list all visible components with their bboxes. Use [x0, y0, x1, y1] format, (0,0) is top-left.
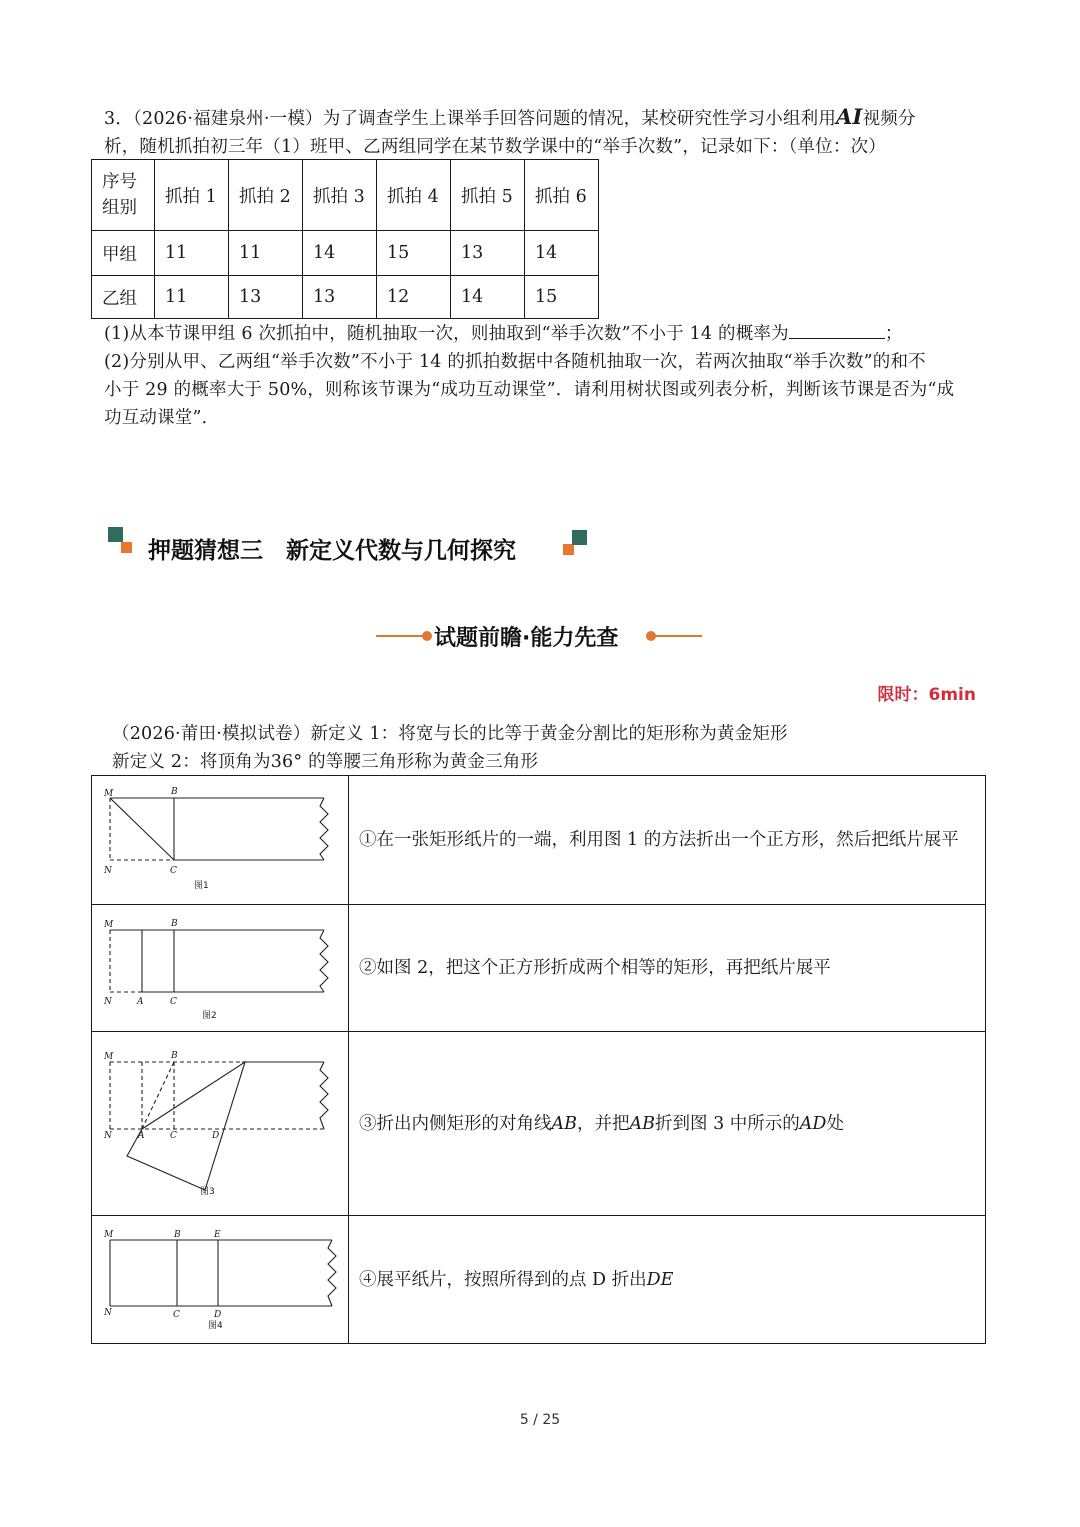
- table-cell: 11: [155, 276, 229, 319]
- figure-caption: 图4: [208, 1321, 223, 1331]
- point-label: M: [104, 1230, 114, 1240]
- step-1-text: ①在一张矩形纸片的一端，利用图 1 的方法折出一个正方形，然后把纸片展平: [349, 776, 986, 905]
- question-3-line-1: 3．（2026·福建泉州·一模）为了调查学生上课举手回答问题的情况，某校研究性学习小组利用AI视频分: [104, 104, 916, 129]
- table-cell: 13: [229, 276, 303, 319]
- point-label: B: [171, 919, 178, 929]
- preview-banner: [376, 618, 702, 654]
- question-3-parts: [104, 320, 984, 432]
- banner-dot-icon: [422, 631, 432, 641]
- step-4-text: ④展平纸片，按照所得到的点 D 折出DE: [349, 1216, 986, 1344]
- point-label: M: [104, 789, 114, 799]
- step-row: [92, 776, 986, 905]
- step-row: [92, 905, 986, 1032]
- figure-caption: 图3: [200, 1187, 215, 1197]
- step-3-text: ③折出内侧矩形的对角线AB，并把AB折到图 3 中所示的AD处: [349, 1032, 986, 1216]
- point-label: N: [104, 1131, 112, 1141]
- figure-3-cell: [92, 1032, 349, 1216]
- table-cell: 15: [525, 276, 599, 319]
- point-label: A: [137, 997, 144, 1007]
- table-cell: 14: [525, 231, 599, 276]
- figure-1-cell: [92, 776, 349, 905]
- column-header: 抓拍 5: [451, 160, 525, 231]
- time-limit: 限时：6min: [877, 685, 976, 705]
- column-header: 抓拍 2: [229, 160, 303, 231]
- point-label: C: [173, 1310, 180, 1320]
- figure-caption: 图2: [202, 1011, 217, 1021]
- row-header: 甲组: [92, 231, 155, 276]
- point-label: B: [171, 1051, 178, 1061]
- column-header: 抓拍 1: [155, 160, 229, 231]
- table-cell: 13: [451, 231, 525, 276]
- figure-1-diagram: [92, 776, 348, 904]
- column-header: 抓拍 4: [377, 160, 451, 231]
- part-2-line-1: (2)分别从甲、乙两组“举手次数”不小于 14 的抓拍数据中各随机抽取一次，若两次抽取“举手次数”的和不: [104, 352, 926, 372]
- banner-line: [652, 635, 702, 637]
- point-label: M: [104, 920, 114, 930]
- table-row: [92, 276, 599, 319]
- table-cell: 12: [377, 276, 451, 319]
- definitions-intro: [112, 720, 992, 776]
- table-corner-header: 序号 组别: [92, 160, 155, 231]
- table-cell: 15: [377, 231, 451, 276]
- folding-steps-table: [91, 775, 986, 1344]
- figure-4-cell: [92, 1216, 349, 1344]
- table-cell: 13: [303, 276, 377, 319]
- point-label: D: [214, 1310, 222, 1320]
- banner-line: [376, 635, 426, 637]
- hand-raise-table: [91, 159, 599, 319]
- figure-4-diagram: [92, 1216, 348, 1343]
- row-header: 乙组: [92, 276, 155, 319]
- column-header: 抓拍 6: [525, 160, 599, 231]
- section-title: 押题猜想三 新定义代数与几何探究: [148, 538, 516, 564]
- page-number: 5 / 25: [519, 1412, 561, 1428]
- figure-3-diagram: [92, 1032, 348, 1215]
- definition-1: （2026·莆田·模拟试卷）新定义 1：将宽与长的比等于黄金分割比的矩形称为黄金矩形: [112, 724, 788, 744]
- figure-2-diagram: [92, 905, 348, 1031]
- decor-square-icon: [121, 542, 132, 553]
- part-2-line-3: 功互动课堂”．: [104, 408, 220, 428]
- table-row: [92, 231, 599, 276]
- decor-square-icon: [108, 527, 123, 542]
- part-2-line-2: 小于 29 的概率大于 50%，则称该节课为“成功互动课堂”．请利用树状图或列表分析，判断该节课是否为“成: [104, 380, 955, 400]
- question-3-text: [104, 103, 984, 161]
- step-2-text: ②如图 2，把这个正方形折成两个相等的矩形，再把纸片展平: [349, 905, 986, 1032]
- point-label: C: [170, 1131, 177, 1141]
- table-cell: 14: [303, 231, 377, 276]
- ai-logo-text: AI: [836, 104, 863, 129]
- figure-2-cell: [92, 905, 349, 1032]
- figure-caption: 图1: [194, 881, 209, 891]
- decor-square-icon: [572, 530, 587, 545]
- point-label: B: [174, 1230, 181, 1240]
- point-label: N: [104, 1308, 112, 1318]
- banner-title: 试题前瞻·能力先查: [434, 626, 619, 651]
- point-label: D: [212, 1131, 220, 1141]
- point-label: N: [104, 997, 112, 1007]
- decor-square-icon: [563, 544, 574, 555]
- section-heading: [108, 524, 608, 572]
- table-cell: 11: [229, 231, 303, 276]
- point-label: M: [104, 1052, 114, 1062]
- point-label: A: [138, 1131, 145, 1141]
- point-label: N: [104, 866, 112, 876]
- step-row: [92, 1216, 986, 1344]
- point-label: B: [171, 787, 178, 797]
- part-1: (1)从本节课甲组 6 次抓拍中，随机抽取一次，则抽取到“举手次数”不小于 14 的概率为 ；: [104, 320, 984, 348]
- table-cell: 14: [451, 276, 525, 319]
- table-cell: 11: [155, 231, 229, 276]
- step-row: [92, 1032, 986, 1216]
- question-3-line-2: 析，随机抓拍初三年（1）班甲、乙两组同学在某节数学课中的“举手次数”，记录如下：（单位：次）: [104, 137, 886, 157]
- answer-blank: [789, 321, 885, 339]
- point-label: C: [170, 866, 177, 876]
- point-label: C: [170, 997, 177, 1007]
- column-header: 抓拍 3: [303, 160, 377, 231]
- point-label: E: [214, 1230, 221, 1240]
- definition-2: 新定义 2：将顶角为36° 的等腰三角形称为黄金三角形: [112, 752, 539, 772]
